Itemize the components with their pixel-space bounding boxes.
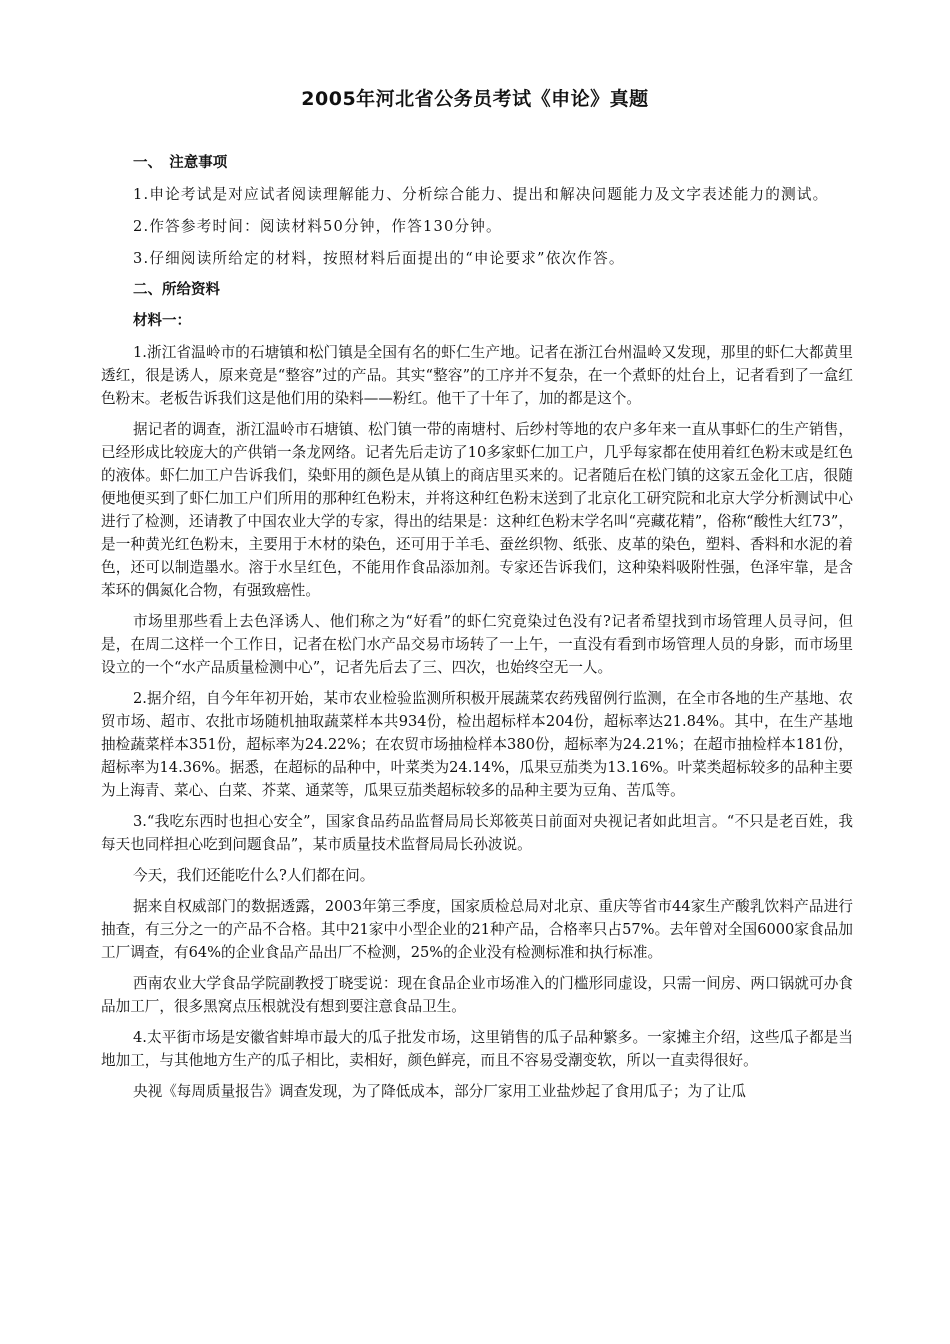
section-heading-materials: 二、所给资料 <box>133 282 220 298</box>
material-paragraph: 3.“我吃东西时也担心安全”，国家食品药品监督局局长郑筱英日前面对央视记者如此坦言。“不只是老百姓，我每天也同样担心吃到问题食品”，某市质量技术监督局局长孙波说。 <box>101 813 853 853</box>
material-paragraph: 今天，我们还能吃什么?人们都在问。 <box>133 867 375 884</box>
notice-item: 2.作答参考时间：阅读材料50分钟，作答130分钟。 <box>133 218 502 235</box>
notice-item: 1.申论考试是对应试者阅读理解能力、分析综合能力、提出和解决问题能力及文字表述能力的测试。 <box>133 186 829 203</box>
notice-item: 3.仔细阅读所给定的材料，按照材料后面提出的“申论要求”依次作答。 <box>133 250 625 267</box>
material-paragraph: 据来自权威部门的数据透露，2003年第三季度，国家质检总局对北京、重庆等省市44家生产酸乳饮料产品进行抽查，有三分之一的产品不合格。其中21家中小型企业的21种产品，合格率只占57%。去年曾对全国6000家食品加工厂调查，有64%的企业食品产品出厂不检测，25%的企业没有检测标准和执行标准。 <box>101 898 853 961</box>
document-body <box>101 152 853 1111</box>
material-paragraph: 2.据介绍，自今年年初开始，某市农业检验监测所积极开展蔬菜农药残留例行监测，在全市各地的生产基地、农贸市场、超市、农批市场随机抽取蔬菜样本共934份，检出超标样本204份，超标率达21.84%。其中，在生产基地抽检蔬菜样本351份，超标率为24.22%；在农贸市场抽检样本380份，超标率为24.21%；在超市抽检样本181份，超标率为14.36%。据悉，在超标的品种中，叶菜类为24.14%，瓜果豆茄类为13.16%。叶菜类超标较多的品种主要为上海青、菜心、白菜、芥菜、通菜等，瓜果豆茄类超标较多的品种主要为豆角、苦瓜等。 <box>101 690 853 799</box>
material-paragraph: 4.太平街市场是安徽省蚌埠市最大的瓜子批发市场，这里销售的瓜子品种繁多。一家摊主介绍，这些瓜子都是当地加工，与其他地方生产的瓜子相比，卖相好，颜色鲜亮，而且不容易受潮变软，所以一直卖得很好。 <box>101 1029 853 1069</box>
material-paragraph: 市场里那些看上去色泽诱人、他们称之为“好看”的虾仁究竟染过色没有?记者希望找到市场管理人员寻问，但是，在周二这样一个工作日，记者在松门水产品交易市场转了一上午，一直没有看到市场管理人员的身影，而市场里设立的一个“水产品质量检测中心”，记者先后去了三、四次，也始终空无一人。 <box>101 613 853 676</box>
material-paragraph: 央视《每周质量报告》调查发现，为了降低成本，部分厂家用工业盐炒起了食用瓜子；为了让瓜 <box>133 1083 746 1100</box>
material-heading: 材料一： <box>133 313 191 329</box>
material-paragraph: 1.浙江省温岭市的石塘镇和松门镇是全国有名的虾仁生产地。记者在浙江台州温岭又发现，那里的虾仁大都黄里透红，很是诱人，原来竟是“整容”过的产品。其实“整容”的工序并不复杂，在一个煮虾的灶台上，记者看到了一盒红色粉末。老板告诉我们这是他们用的染料——粉红。他干了十年了，加的都是这个。 <box>101 344 853 407</box>
document-title: 2005年河北省公务员考试《申论》真题 <box>301 88 649 110</box>
material-paragraph: 西南农业大学食品学院副教授丁晓雯说：现在食品企业市场准入的门槛形同虚设，只需一间房、两口锅就可办食品加工厂，很多黑窝点压根就没有想到要注意食品卫生。 <box>101 975 853 1015</box>
material-paragraph: 据记者的调查，浙江温岭市石塘镇、松门镇一带的南塘村、后纱村等地的农户多年来一直从事虾仁的生产销售，已经形成比较庞大的产供销一条龙网络。记者先后走访了10多家虾仁加工户，几乎每家都在使用着红色粉末或是红色的液体。虾仁加工户告诉我们，染虾用的颜色是从镇上的商店里买来的。记者随后在松门镇的这家五金化工店，很随便地便买到了虾仁加工户们所用的那种红色粉末，并将这种红色粉末送到了北京化工研究院和北京大学分析测试中心进行了检测，还请教了中国农业大学的专家，得出的结果是：这种红色粉末学名叫“亮藏花精”，俗称“酸性大红73”，是一种黄光红色粉末，主要用于木材的染色，还可用于羊毛、蚕丝织物、纸张、皮革的染色，塑料、香料和水泥的着色，还可以制造墨水。溶于水呈红色，不能用作食品添加剂。专家还告诉我们，这种染料吸附性强，色泽牢靠，是含苯环的偶氮化合物，有强致癌性。 <box>101 421 853 599</box>
section-heading-notice: 一、 注意事项 <box>133 155 228 171</box>
